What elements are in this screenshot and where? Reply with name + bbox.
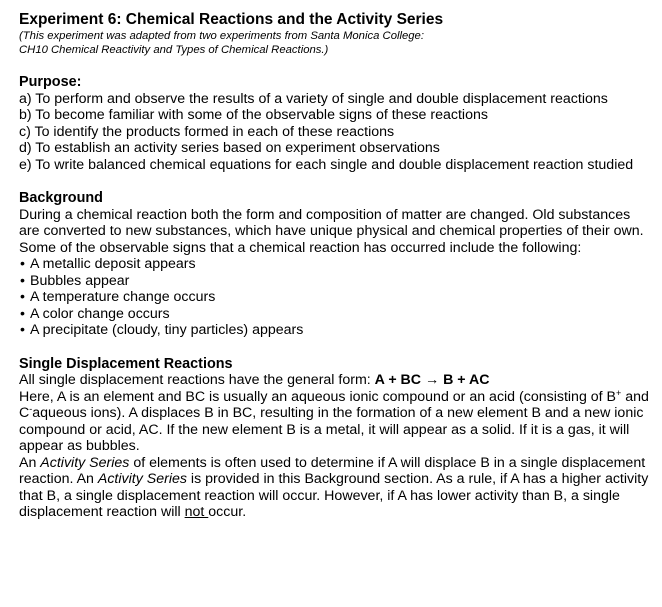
list-item [19,256,654,273]
adaptation-note-line-2: CH10 Chemical Reactivity and Types of Chemical Reactions.) [19,43,329,56]
purpose-item-b: b) To become familiar with some of the observable signs of these reactions [19,107,488,123]
purpose-item-c: c) To identify the products formed in each of these reactions [19,123,395,140]
purpose-heading: Purpose: [19,74,82,90]
activity-series-term: Activity Series [97,471,187,488]
bullet-icon: • [20,256,25,272]
bullet-icon: • [20,322,25,339]
list-item-text: A metallic deposit appears [30,256,196,272]
document-title: Experiment 6: Chemical Reactions and the Activity Series [19,11,444,28]
adaptation-note [19,30,654,57]
purpose-item-a: a) To perform and observe the results of a variety of single and double displacement reactions [19,90,608,107]
activity-text-3: is provided in this Background section. As a rule, if A has a higher activity that B, a single displacement reaction will occur. However, if A has lower activity than B, a single displacement reaction will [19,471,649,521]
background-paragraph: During a chemical reaction both the form and composition of matter are changed. Old substances are converted to new substances, which have unique physical and chemical properties of their own. Some of the observable signs that a chemical reaction has occurred include the following: [19,206,644,256]
purpose-item-e: e) To write balanced chemical equations for each single and double displacement reaction studied [19,156,634,173]
purpose-section [19,74,654,173]
activity-series-term: Activity Series [40,454,130,471]
displacement-explanation [19,389,654,455]
background-section [19,190,654,339]
list-item-text: A precipitate (cloudy, tiny particles) appears [30,322,304,339]
purpose-item-d: d) To establish an activity series based on experiment observations [19,140,440,156]
general-form-equation: A + BC → B + AC [374,372,490,389]
activity-text-2: of elements is often used to determine if A will displace B in a single displacement reaction. An [19,454,646,488]
list-item-text: Bubbles appear [30,272,130,289]
list-item-text: A color change occurs [30,305,170,322]
general-form-line [19,372,654,389]
background-heading: Background [19,190,103,206]
activity-text-4: occur. [208,504,247,521]
document-page [19,10,654,521]
general-form-intro: All single displacement reactions have the general form: [19,372,375,389]
activity-text-1: An [19,454,41,471]
single-displacement-section [19,356,654,521]
activity-series-paragraph [19,455,654,521]
adaptation-note-line-1: (This experiment was adapted from two experiments from Santa Monica College: [19,30,424,42]
list-item-text: A temperature change occurs [30,289,216,306]
list-item [19,322,654,339]
list-item [19,273,654,290]
list-item [19,306,654,323]
bullet-icon: • [20,272,25,289]
explanation-text-1: Here, A is an element and BC is usually an aqueous ionic compound or an acid (consisting of B [19,388,617,405]
emphasis-not: not [184,504,209,521]
bullet-icon: • [20,305,25,322]
list-item [19,289,654,306]
bullet-icon: • [20,289,25,306]
cation-charge: + [616,387,622,398]
observable-signs-list [19,256,654,339]
explanation-text-3: aqueous ions). A displaces B in BC, resulting in the formation of a new element B and a new ionic compound or acid, AC. If the new element B is a metal, it will appear as a solid. If it is a gas, it will appear as bubbles. [19,405,644,455]
single-displacement-heading: Single Displacement Reactions [19,355,233,372]
anion-charge: - [29,404,33,415]
explanation-text-2: and C [19,388,649,422]
